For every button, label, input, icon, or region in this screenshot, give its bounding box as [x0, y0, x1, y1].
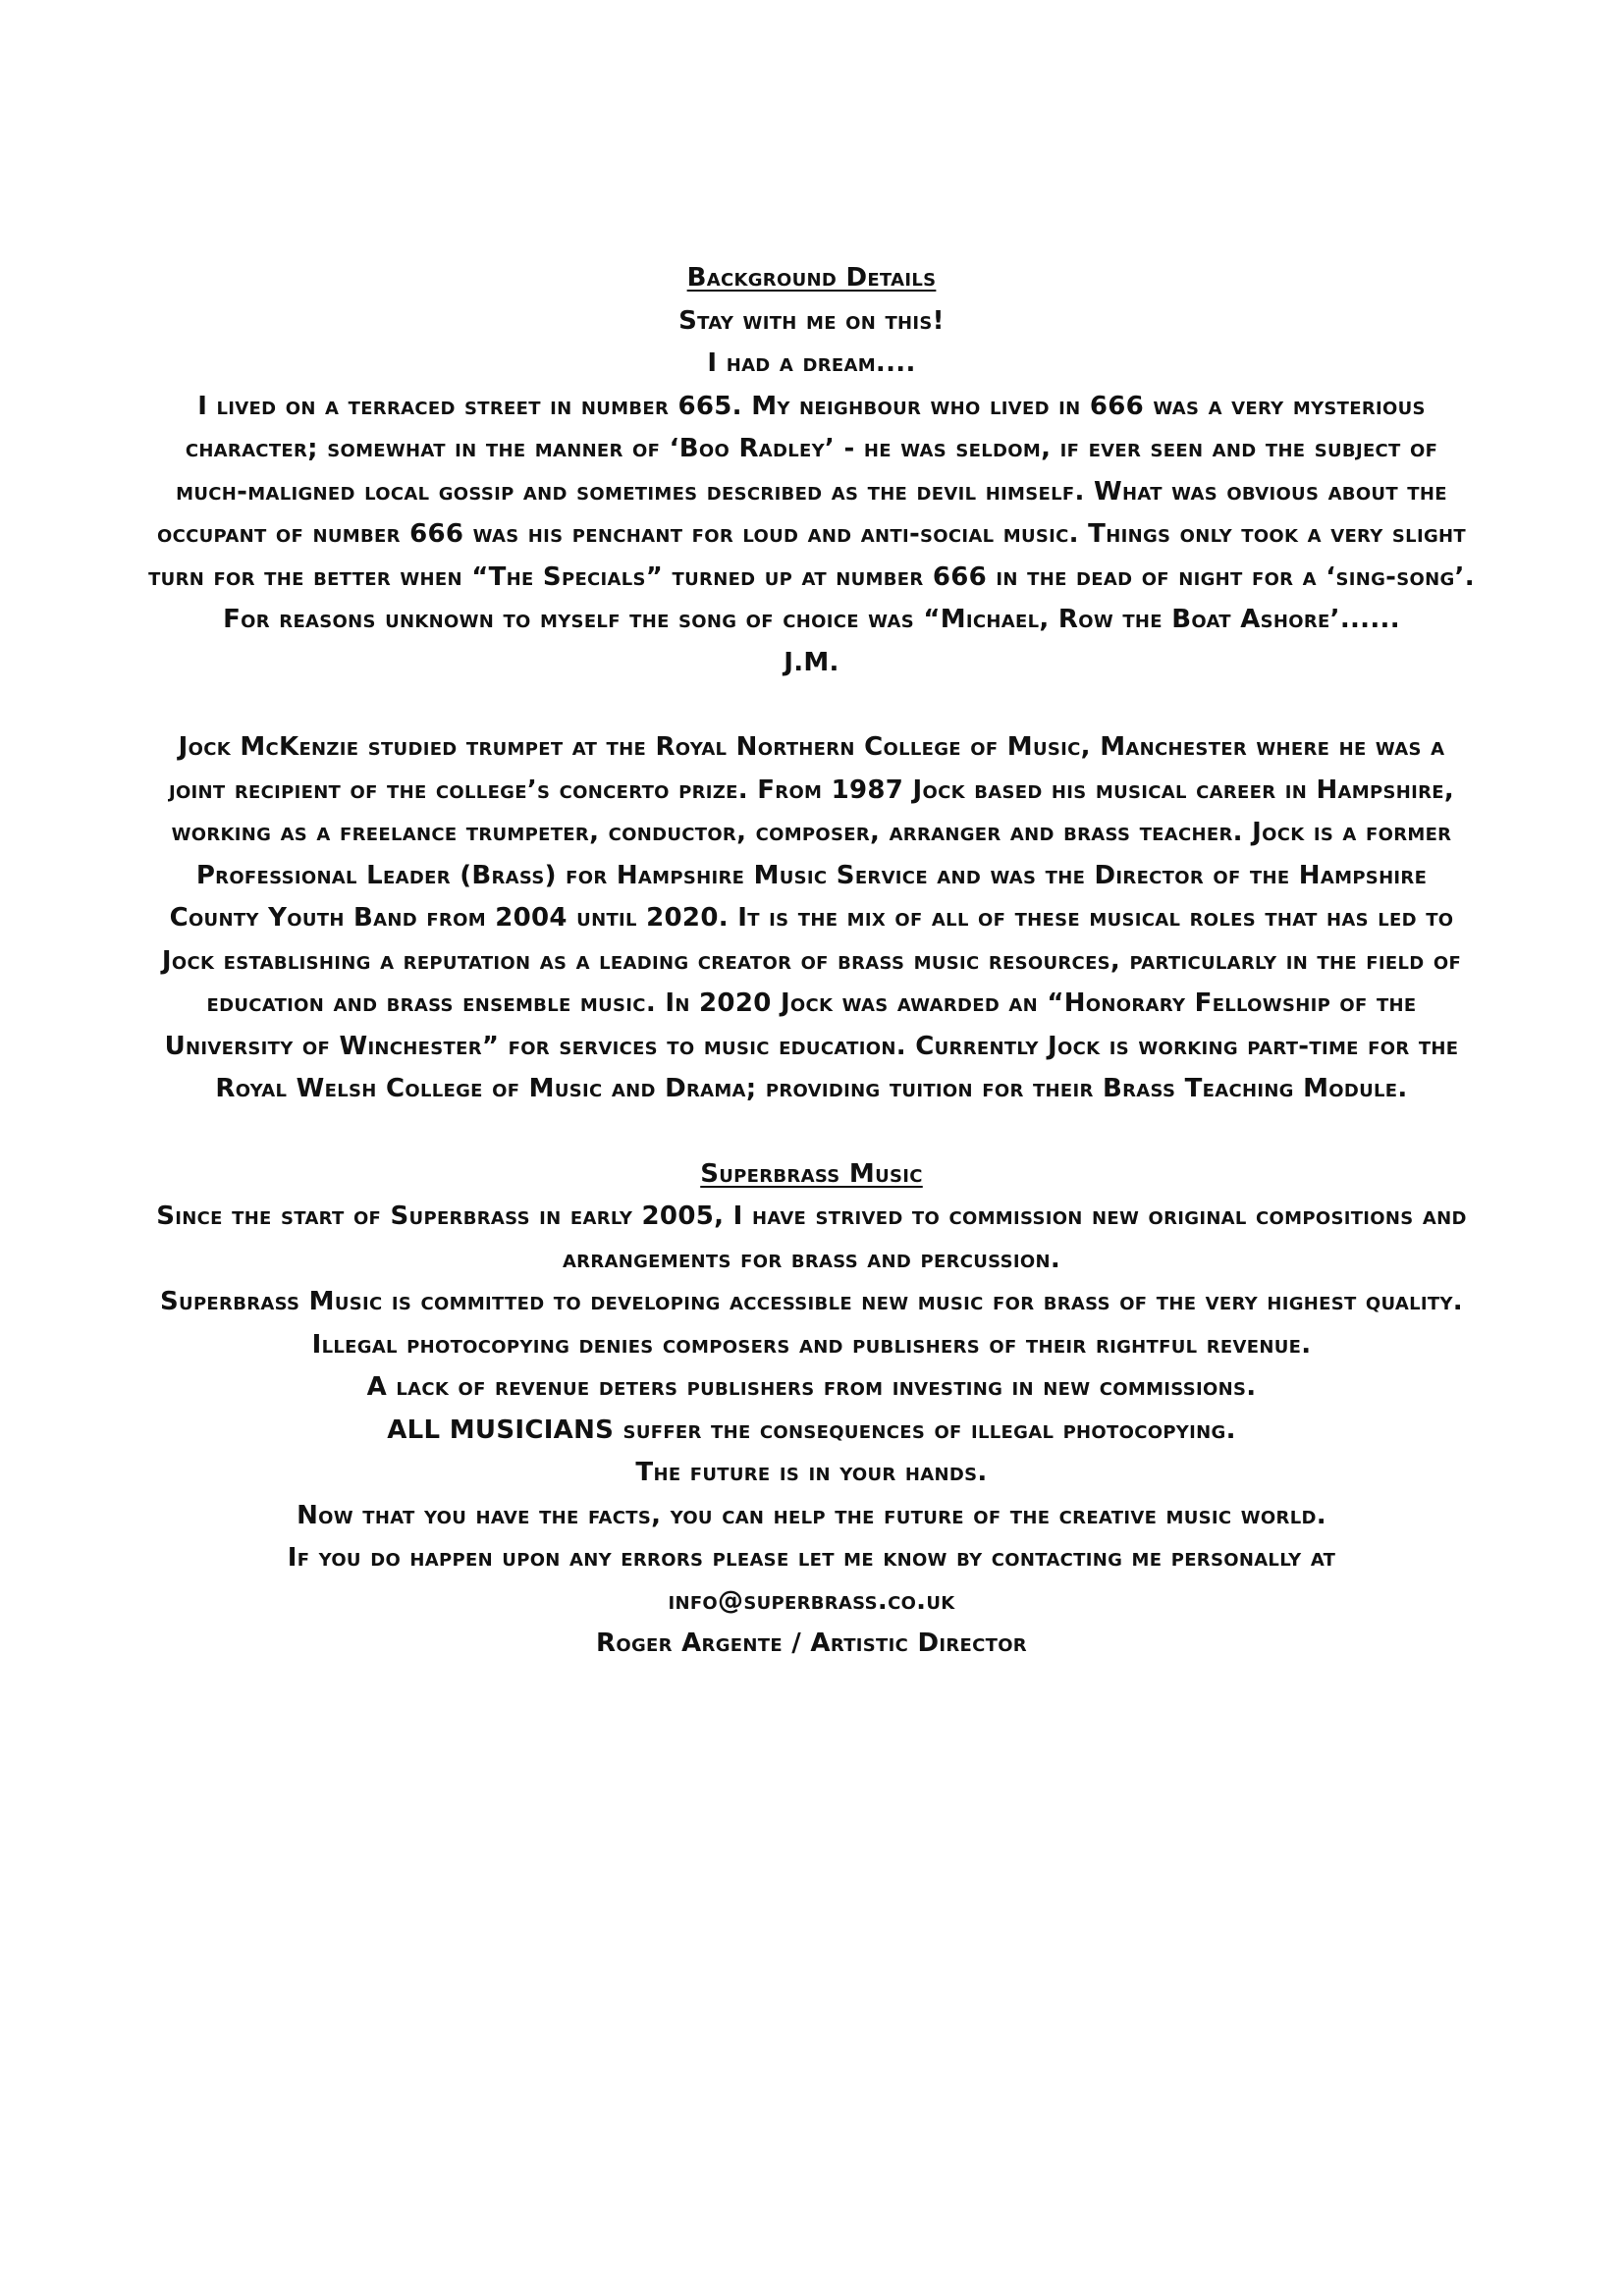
bio-paragraph: Jock McKenzie studied trumpet at the Royal Northern College of Music, Manchester where he was a joint recipient of the college’s concerto prize. From 1987 Jock based his musical career in Hampshire, working as a freelance trumpeter, conductor, composer, arranger and brass teacher. Jock is a former Professional Leader (Brass) for Hampshire Music Service and was the Director of the Hampshire County Youth Band from 2004 until 2020. It is the mix of all of these musical roles that has led to Jock establishing a reputation as a leading creator of brass music resources, particularly in the field of education and brass ensemble music. In 2020 Jock was awarded an “Honorary Fellowship of the University of Winchester” for services to music education. Currently Jock is working part-time for the Royal Welsh College of Music and Drama; providing tuition for their Brass Teaching Module. [161, 732, 1462, 1103]
superbrass-line-3: Illegal photocopying denies composers and publishers of their rightful revenue. [311, 1329, 1312, 1360]
contact-email: info@superbrass.co.uk [668, 1585, 955, 1616]
background-initials: J.M. [784, 647, 839, 677]
superbrass-line-5 [147, 1410, 1476, 1453]
all-musicians-emphasis: ALL MUSICIANS [387, 1415, 615, 1445]
signature: Roger Argente / Artistic Director [596, 1629, 1027, 1658]
document-page [147, 257, 1476, 1666]
background-section [147, 257, 1476, 684]
superbrass-line-2: Superbrass Music is committed to developing accessible new music for brass of the very highest quality. [160, 1287, 1463, 1316]
superbrass-heading: Superbrass Music [700, 1158, 923, 1189]
superbrass-line-7: Now that you have the facts, you can help the future of the creative music world. [297, 1500, 1326, 1530]
spacer [147, 684, 1476, 726]
superbrass-line-5-rest: suffer the consequences of illegal photocopying. [614, 1415, 1236, 1445]
background-story: I lived on a terraced street in number 665. My neighbour who lived in 666 was a very mysterious character; somewhat in the manner of ‘Boo Radley’ - he was seldom, if ever seen and the subject of much-maligned local gossip and sometimes described as the devil himself. What was obvious about the occupant of number 666 was his penchant for loud and anti-social music. Things only took a very slight turn for the better when “The Specials” turned up at number 666 in the dead of night for a ‘sing-song’. For reasons unknown to myself the song of choice was “Michael, Row the Boat Ashore’...... [148, 391, 1475, 634]
superbrass-section [147, 1153, 1476, 1666]
superbrass-line-8: If you do happen upon any errors please let me know by contacting me personally at [287, 1543, 1336, 1573]
background-line-2: I had a dream.... [707, 348, 916, 378]
spacer [147, 1111, 1476, 1153]
superbrass-line-1: Since the start of Superbrass in early 2005, I have strived to commission new original compositions and arrangements for brass and percussion. [156, 1201, 1467, 1274]
superbrass-line-4: A lack of revenue deters publishers from investing in new commissions. [366, 1372, 1257, 1402]
background-heading: Background Details [686, 263, 937, 293]
bio-section [147, 726, 1476, 1111]
superbrass-line-6: The future is in your hands. [635, 1458, 988, 1487]
background-line-1: Stay with me on this! [678, 305, 945, 336]
